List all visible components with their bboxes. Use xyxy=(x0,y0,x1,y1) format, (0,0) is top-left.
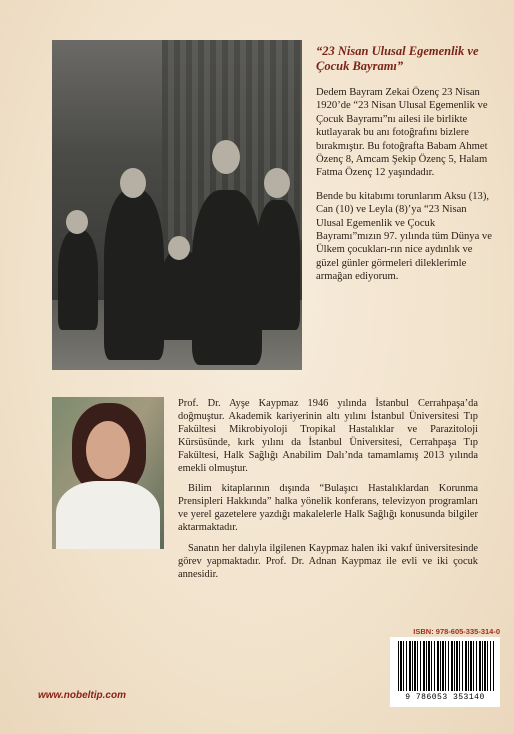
bio-paragraph-3: Sanatın her dalıyla ilgilenen Kaypmaz halen iki vakıf üniversitesinde görev yapmaktadır. Prof. Dr. Adnan Kaypmaz ile evli ve iki çocuk annesidir. xyxy=(178,543,478,580)
figure-boy-left xyxy=(58,230,98,330)
figure-girl-right xyxy=(256,200,300,330)
isbn-label: ISBN: 978-605-335-314-0 xyxy=(413,627,500,636)
dedication-paragraph-2: Bende bu kitabımı torunlarım Aksu (13), Can (10) ve Leyla (8)’ya “23 Nisan Ulusal Egemenlik ve Çocuk Bayramı”mızın 97. yılında tüm Dünya ve Ülkem çocukları-rın nice aydınlık ve güzel günler görmeleri dileklerimle armağan ediyorum. xyxy=(316,190,492,283)
figure-child-center-head xyxy=(168,236,190,260)
family-photo xyxy=(52,40,302,370)
figure-father-head xyxy=(120,168,146,198)
dedication-text xyxy=(316,86,496,294)
bio-paragraph-1: Prof. Dr. Ayşe Kaypmaz 1946 yılında İstanbul Cerrahpaşa’da doğmuştur. Akademik kariyerinin altı yılını İstanbul Üniversitesi Tıp Fakültesi Mikrobiyoloji Tropikal Hastalıklar ve Parazitoloji Kürsüsünde, kırk yılını da İstanbul Üniversitesi, Cerrahpaşa Tıp Fakültesi, Halk Sağlığı Anabilim Dalı’nda tamamlamış 2013 yılında emekli olmuştur. xyxy=(178,398,478,474)
figure-boy-left-head xyxy=(66,210,88,234)
figure-father xyxy=(104,190,164,360)
author-face xyxy=(86,421,130,479)
book-title: “23 Nisan Ulusal Egemenlik ve Çocuk Bayramı” xyxy=(316,44,479,73)
author-bio xyxy=(178,398,478,590)
figure-mother-head xyxy=(212,140,240,174)
figure-mother xyxy=(192,190,262,365)
barcode-number: 9 786053 353140 xyxy=(405,693,485,702)
figure-child-center xyxy=(160,250,202,340)
figure-girl-right-head xyxy=(264,168,290,198)
author-blouse xyxy=(56,481,160,549)
publisher-website[interactable]: www.nobeltip.com xyxy=(38,690,126,701)
dedication-paragraph-1: Dedem Bayram Zekai Özenç 23 Nisan 1920’de “23 Nisan Ulusal Egemenlik ve Çocuk Bayramı”nı ailesi ile birlikte kutlayarak bu anı fotoğrafını bizlere bırakmıştır. Bu fotoğrafta Babam Ahmet Özenç 8, Amcam Şekip Özenç 5, Halam Fatma Özenç 12 yaşındadır. xyxy=(316,87,488,179)
author-photo xyxy=(52,397,164,549)
barcode-bars xyxy=(398,641,494,691)
isbn-barcode xyxy=(390,637,500,707)
bio-paragraph-2: Bilim kitaplarının dışında “Bulaşıcı Hastalıklardan Korunma Prensipleri Hakkında” halka yönelik konferans, televizyon programları ve yerel gazetelere yazdığı makalelerle Halk Sağlığı konusunda bilgiler aktarmaktadır. xyxy=(178,483,478,534)
